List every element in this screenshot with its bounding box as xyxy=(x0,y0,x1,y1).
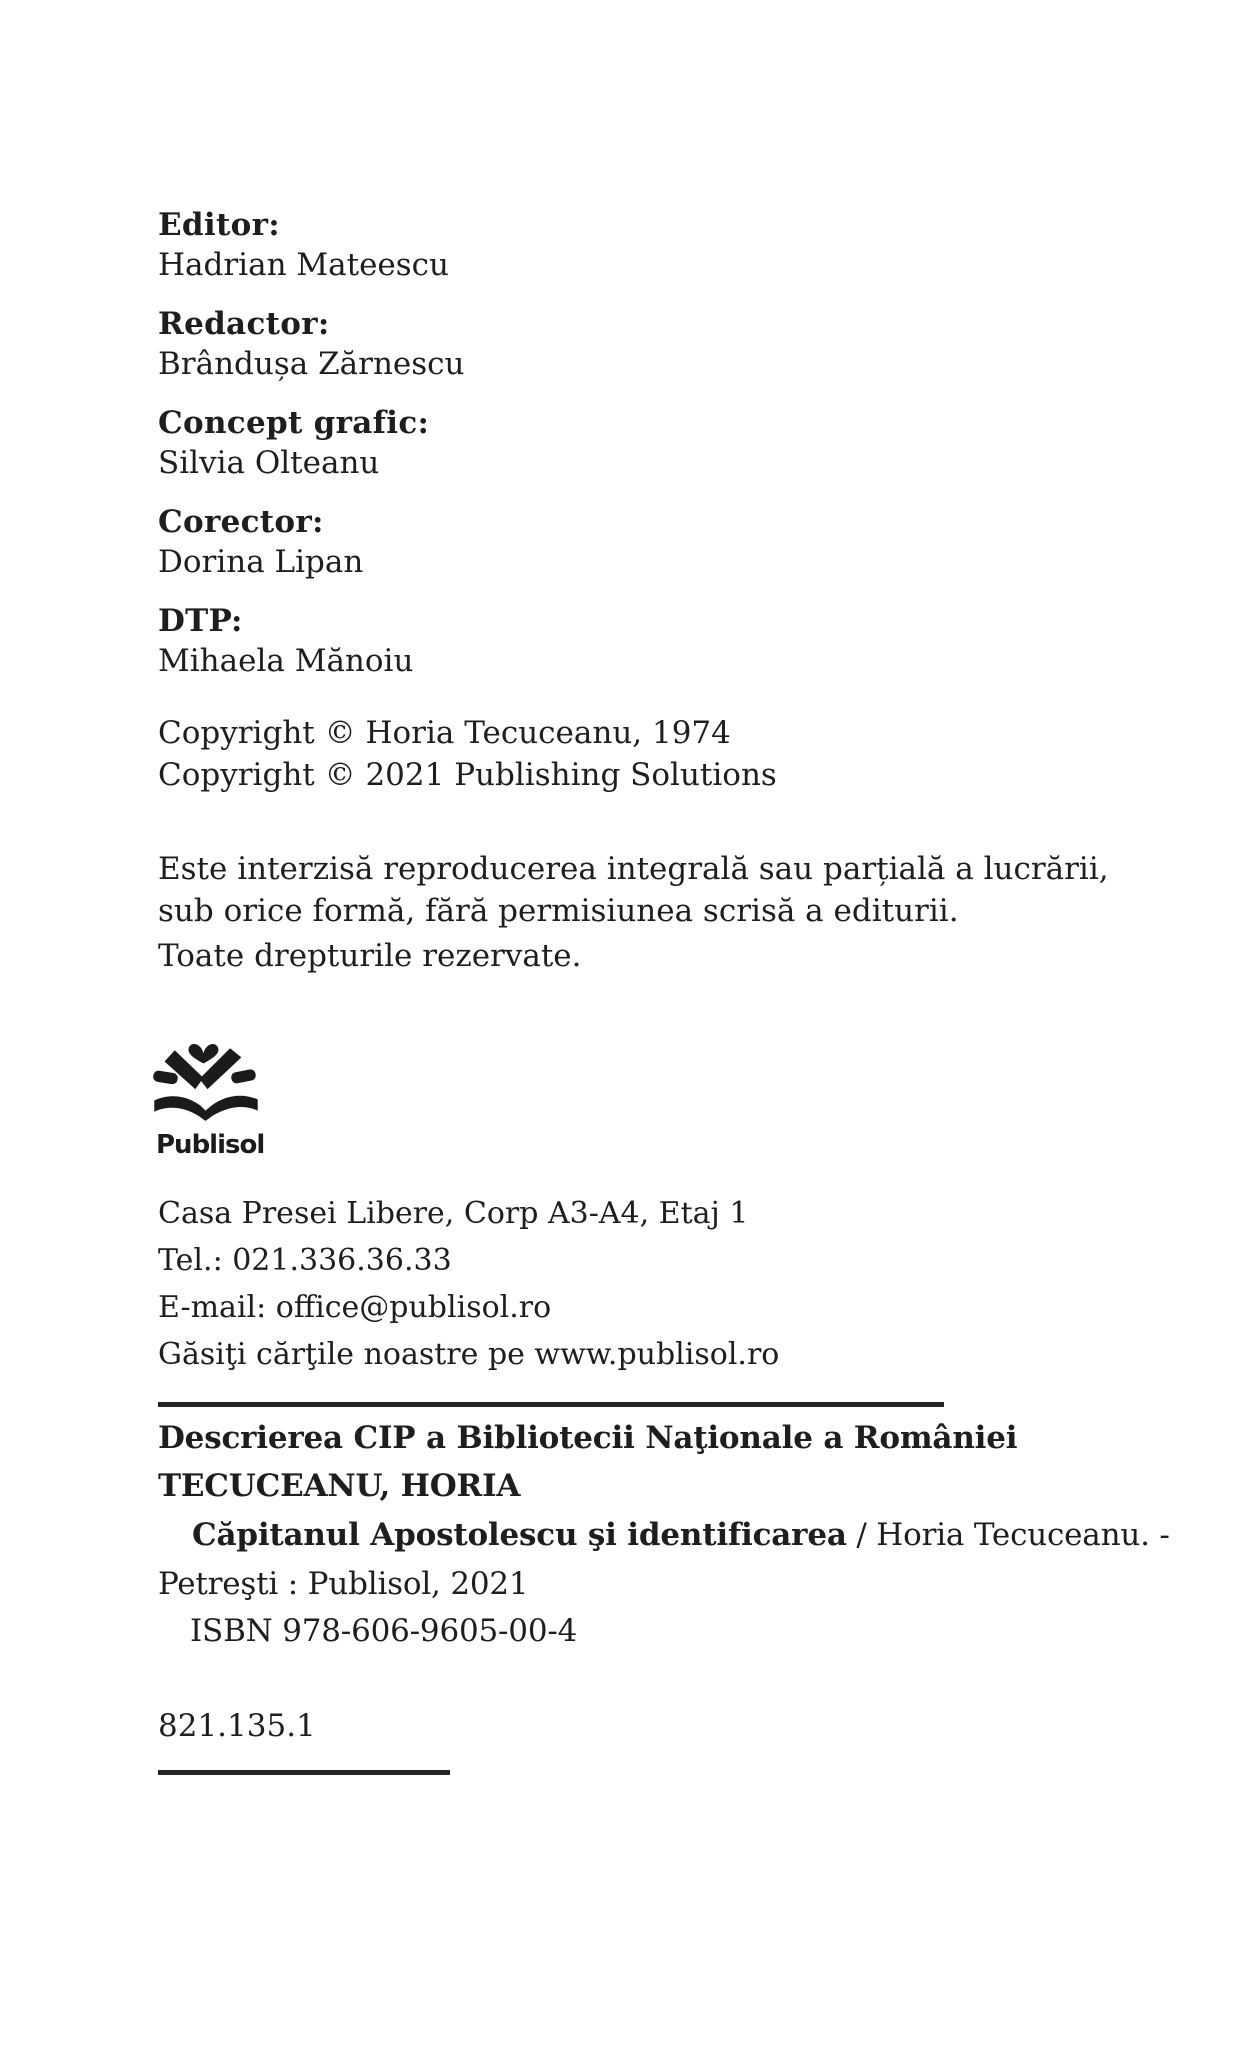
credit-group-editor xyxy=(158,205,465,285)
reproduction-notice xyxy=(158,848,1109,932)
credit-group-corector xyxy=(158,502,465,582)
cip-author: TECUCEANU, HORIA xyxy=(158,1468,521,1504)
copyright-line-2021: Copyright © 2021 Publishing Solutions xyxy=(158,757,777,793)
credit-name: Mihaela Mănoiu xyxy=(158,643,414,679)
publisol-logo-icon xyxy=(152,1040,282,1124)
contact-email: E-mail: office@publisol.ro xyxy=(158,1290,552,1325)
cip-title-line xyxy=(192,1517,1170,1553)
contact-website: Găsiţi cărţile noastre pe www.publisol.ro xyxy=(158,1337,780,1372)
contact-phone: Tel.: 021.336.36.33 xyxy=(158,1243,452,1278)
notice-line-2: sub orice formă, fără permisiunea scrisă a editurii. xyxy=(158,893,959,929)
cip-title-rest: / Horia Tecuceanu. - xyxy=(846,1517,1170,1553)
cip-top-rule xyxy=(158,1402,944,1407)
credit-name: Dorina Lipan xyxy=(158,544,364,580)
credit-label: Concept grafic: xyxy=(158,405,430,441)
cip-imprint: Petreşti : Publisol, 2021 xyxy=(158,1566,529,1602)
credit-label: Corector: xyxy=(158,504,324,540)
credit-group-redactor xyxy=(158,304,465,384)
publisol-wordmark: Publisol xyxy=(156,1130,265,1160)
credit-name: Hadrian Mateescu xyxy=(158,247,450,283)
credit-label: DTP: xyxy=(158,603,243,639)
cip-heading: Descrierea CIP a Bibliotecii Naţionale a României xyxy=(158,1420,1018,1456)
publisol-logo xyxy=(152,1040,282,1160)
credit-name: Silvia Olteanu xyxy=(158,445,380,481)
credit-group-concept-grafic xyxy=(158,403,465,483)
rights-reserved-text: Toate drepturile rezervate. xyxy=(158,938,582,974)
copyright-section xyxy=(158,712,777,796)
credit-label: Editor: xyxy=(158,207,280,243)
contact-address: Casa Presei Libere, Corp A3-A4, Etaj 1 xyxy=(158,1196,749,1231)
credit-label: Redactor: xyxy=(158,306,330,342)
credits-section xyxy=(158,205,465,700)
contact-section xyxy=(158,1190,779,1378)
udc-classification: 821.135.1 xyxy=(158,1708,316,1744)
cip-bottom-rule xyxy=(158,1770,450,1775)
credit-group-dtp xyxy=(158,601,465,681)
notice-line-1: Este interzisă reproducerea integrală sau parțială a lucrării, xyxy=(158,851,1109,887)
cip-isbn: ISBN 978-606-9605-00-4 xyxy=(190,1613,578,1649)
credit-name: Brândușa Zărnescu xyxy=(158,346,465,382)
copyright-line-1974: Copyright © Horia Tecuceanu, 1974 xyxy=(158,715,731,751)
cip-title-bold: Căpitanul Apostolescu şi identificarea xyxy=(192,1517,847,1553)
